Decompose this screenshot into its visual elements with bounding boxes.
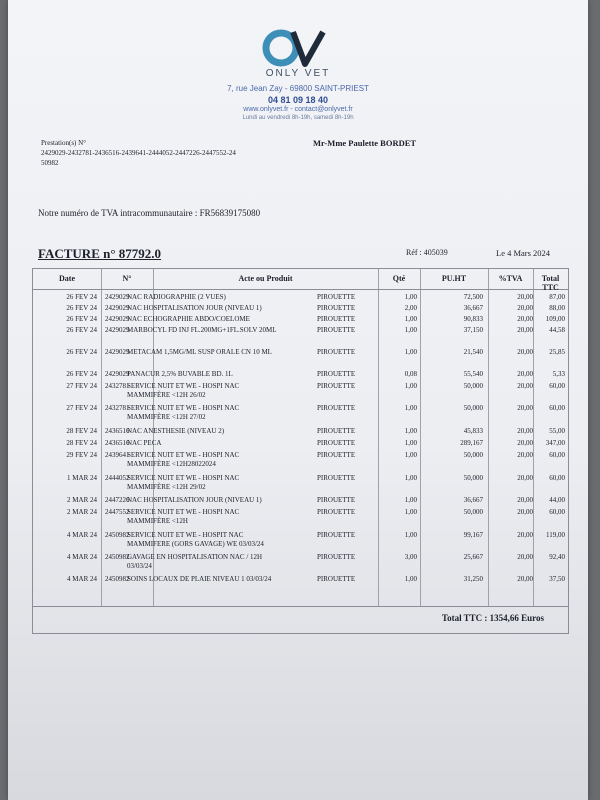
row-qty: 1,00 [404,326,417,334]
row-pet: PIROUETTE [317,382,356,390]
row-number: 2429029 [105,304,130,312]
row-total: 109,00 [545,315,565,323]
row-pu: 36,667 [463,496,483,504]
row-pet: PIROUETTE [317,427,356,435]
row-tva: 20,00 [517,315,533,323]
row-date: 26 FEV 24 [66,348,97,356]
row-pet: PIROUETTE [317,451,356,459]
row-total: 347,00 [545,439,565,447]
row-pet: PIROUETTE [317,348,356,356]
prestation-numbers-2: 50982 [41,159,59,167]
row-act: SOINS LOCAUX DE PLAIE NIVEAU 1 03/03/24 [127,575,272,583]
row-date: 2 MAR 24 [67,508,97,516]
row-qty: 2,00 [404,304,417,312]
row-number: 2429029 [105,370,130,378]
row-pet: PIROUETTE [317,304,356,312]
row-date: 26 FEV 24 [66,304,97,312]
invoice-page [8,0,588,800]
row-act: SERVICE NUIT ET WE - HOSPI NAC MAMMIFÈRE <12H 29/02 [127,474,240,491]
row-act: NAC HOSPITALISATION JOUR (NIVEAU 1) [127,304,262,312]
row-number: 2439641 [105,451,130,459]
table-header [33,269,568,290]
row-date: 26 FEV 24 [66,326,97,334]
row-qty: 1,00 [404,496,417,504]
row-total: 37,50 [549,575,565,583]
row-total: 55,00 [549,427,565,435]
row-pet: PIROUETTE [317,326,356,334]
row-qty: 1,00 [404,531,417,539]
row-date: 4 MAR 24 [67,553,97,561]
row-number: 2450982 [105,553,130,561]
row-pu: 72,500 [463,293,483,301]
row-pet: PIROUETTE [317,508,356,516]
row-tva: 20,00 [517,404,533,412]
row-number: 2429029 [105,293,130,301]
row-qty: 1,00 [404,575,417,583]
row-pet: PIROUETTE [317,315,356,323]
row-tva: 20,00 [517,370,533,378]
row-date: 27 FEV 24 [66,382,97,390]
row-number: 2447226 [105,496,130,504]
row-qty: 1,00 [404,427,417,435]
row-date: 26 FEV 24 [66,293,97,301]
row-pet: PIROUETTE [317,404,356,412]
row-number: 2432781 [105,382,130,390]
row-tva: 20,00 [517,304,533,312]
row-tva: 20,00 [517,326,533,334]
row-tva: 20,00 [517,348,533,356]
row-date: 2 MAR 24 [67,496,97,504]
row-pu: 50,000 [463,474,483,482]
invoice-total: Total TTC : 1354,66 Euros [441,613,544,623]
row-pet: PIROUETTE [317,575,356,583]
tva-number: Notre numéro de TVA intracommunautaire : FR56839175080 [38,208,261,218]
row-date: 29 FEV 24 [66,451,97,459]
row-pu: 31,250 [463,575,483,583]
col-pu: PU.HT [441,274,467,283]
client-name: Mr-Mme Paulette BORDET [313,138,417,148]
row-pet: PIROUETTE [317,474,356,482]
row-date: 1 MAR 24 [67,474,97,482]
row-qty: 1,00 [404,315,417,323]
row-number: 2432781 [105,404,130,412]
row-qty: 1,00 [404,508,417,516]
prestation-numbers-1: 2429029-2432781-2436516-2439641-2444052-2447226-2447552-24 [41,149,236,157]
row-number: 2436516 [105,439,130,447]
only-vet-logo-icon [253,28,333,68]
row-pu: 25,667 [463,553,483,561]
row-pu: 50,000 [463,382,483,390]
row-number: 2429029 [105,326,130,334]
row-date: 26 FEV 24 [66,370,97,378]
row-tva: 20,00 [517,439,533,447]
row-tva: 20,00 [517,553,533,561]
row-number: 2447552 [105,508,130,516]
col-date: Date [59,274,75,283]
row-tva: 20,00 [517,531,533,539]
row-total: 88,00 [549,304,565,312]
invoice-table [32,268,569,607]
row-pet: PIROUETTE [317,439,356,447]
row-total: 60,00 [549,382,565,390]
row-pu: 50,000 [463,508,483,516]
row-tva: 20,00 [517,508,533,516]
row-number: 2444052 [105,474,130,482]
row-qty: 1,00 [404,404,417,412]
row-tva: 20,00 [517,427,533,435]
row-act: NAC PECA [127,439,162,447]
brand-name: ONLY VET [265,68,331,79]
row-number: 2429029 [105,315,130,323]
row-date: 27 FEV 24 [66,404,97,412]
prestation-block [41,138,311,168]
row-tva: 20,00 [517,451,533,459]
row-pu: 37,150 [463,326,483,334]
row-total: 44,58 [549,326,565,334]
row-qty: 1,00 [404,474,417,482]
row-act: SERVICE NUIT ET WE - HOSPI NAC MAMMIFÈRE <12H [127,508,240,525]
row-act: SERVICE NUIT ET WE - HOSPI NAC MAMMIFÈRE <12H28022024 [127,451,240,468]
row-number: 2429029 [105,348,130,356]
clinic-hours: Lundi au vendredi 8h-19h, samedi 8h-19h [242,115,354,121]
prestation-label: Prestation(s) N° [41,139,86,147]
row-pet: PIROUETTE [317,531,356,539]
col-qty: Qté [392,274,406,283]
row-qty: 1,00 [404,382,417,390]
row-act: SERVICE NUIT ET WE - HOSPIT NAC MAMMIFERE (GORS GAVAGE) WE 03/03/24 [127,531,264,548]
col-tva: %TVA [498,274,523,283]
row-act: MARBOCYL FD INJ FL.200MG+1FL.SOLV 20ML [127,326,277,334]
row-pu: 50,000 [463,404,483,412]
row-act: SERVICE NUIT ET WE - HOSPI NAC MAMMIFÈRE <12H 26/02 [127,382,240,399]
row-pu: 99,167 [463,531,483,539]
row-tva: 20,00 [517,474,533,482]
row-qty: 0,08 [404,370,417,378]
row-number: 2450982 [105,531,130,539]
row-pu: 50,000 [463,451,483,459]
row-pu: 55,540 [463,370,483,378]
row-qty: 1,00 [404,451,417,459]
row-pu: 36,667 [463,304,483,312]
row-pet: PIROUETTE [317,553,356,561]
row-date: 28 FEV 24 [66,439,97,447]
clinic-phone: 04 81 09 18 40 [267,95,329,105]
col-total: Total TTC [541,274,560,292]
row-pu: 21,540 [463,348,483,356]
row-act: NAC ECHOGRAPHIE ABDO/COELOME [127,315,250,323]
row-total: 60,00 [549,404,565,412]
row-total: 92,40 [549,553,565,561]
row-qty: 1,00 [404,348,417,356]
row-total: 119,00 [546,531,565,539]
row-qty: 1,00 [404,439,417,447]
col-act: Acte ou Produit [238,274,293,283]
row-pet: PIROUETTE [317,496,356,504]
row-total: 87,00 [549,293,565,301]
row-qty: 3,00 [404,553,417,561]
row-total: 44,00 [549,496,565,504]
row-pu: 289,167 [460,439,483,447]
row-date: 4 MAR 24 [67,575,97,583]
row-tva: 20,00 [517,382,533,390]
row-act: NAC RADIOGRAPHIE (2 VUES) [127,293,226,301]
row-qty: 1,00 [404,293,417,301]
row-number: 2436516 [105,427,130,435]
row-pu: 90,833 [463,315,483,323]
row-total: 25,85 [549,348,565,356]
row-act: GAVAGE EN HOSPITALISATION NAC / 12H 03/03/24 [127,553,263,570]
invoice-ref: Réf : 405039 [406,248,448,257]
row-date: 4 MAR 24 [67,531,97,539]
row-act: NAC HOSPITALISATION JOUR (NIVEAU 1) [127,496,262,504]
row-act: SERVICE NUIT ET WE - HOSPI NAC MAMMIFÈRE <12H 27/02 [127,404,240,421]
row-total: 60,00 [549,474,565,482]
row-pet: PIROUETTE [317,370,356,378]
col-number: N° [122,274,132,283]
row-date: 26 FEV 24 [66,315,97,323]
row-pu: 45,833 [463,427,483,435]
row-act: NAC ANESTHESIE (NIVEAU 2) [127,427,225,435]
total-box [32,605,569,634]
row-tva: 20,00 [517,293,533,301]
invoice-title: FACTURE n° 87792.0 [38,246,162,261]
row-total: 60,00 [549,508,565,516]
clinic-web: www.onlyvet.fr - contact@onlyvet.fr [243,106,353,113]
row-total: 5,33 [552,370,565,378]
clinic-address: 7, rue Jean Zay - 69800 SAINT-PRIEST [227,84,369,93]
row-act: PANACUR 2,5% BUVABLE BD. 1L [127,370,233,378]
row-tva: 20,00 [517,496,533,504]
row-tva: 20,00 [517,575,533,583]
row-number: 2450982 [105,575,130,583]
invoice-date: Le 4 Mars 2024 [496,248,551,258]
row-date: 28 FEV 24 [66,427,97,435]
row-pet: PIROUETTE [317,293,356,301]
row-act: METACAM 1,5MG/ML SUSP ORALE CN 10 ML [127,348,272,356]
row-total: 60,00 [549,451,565,459]
